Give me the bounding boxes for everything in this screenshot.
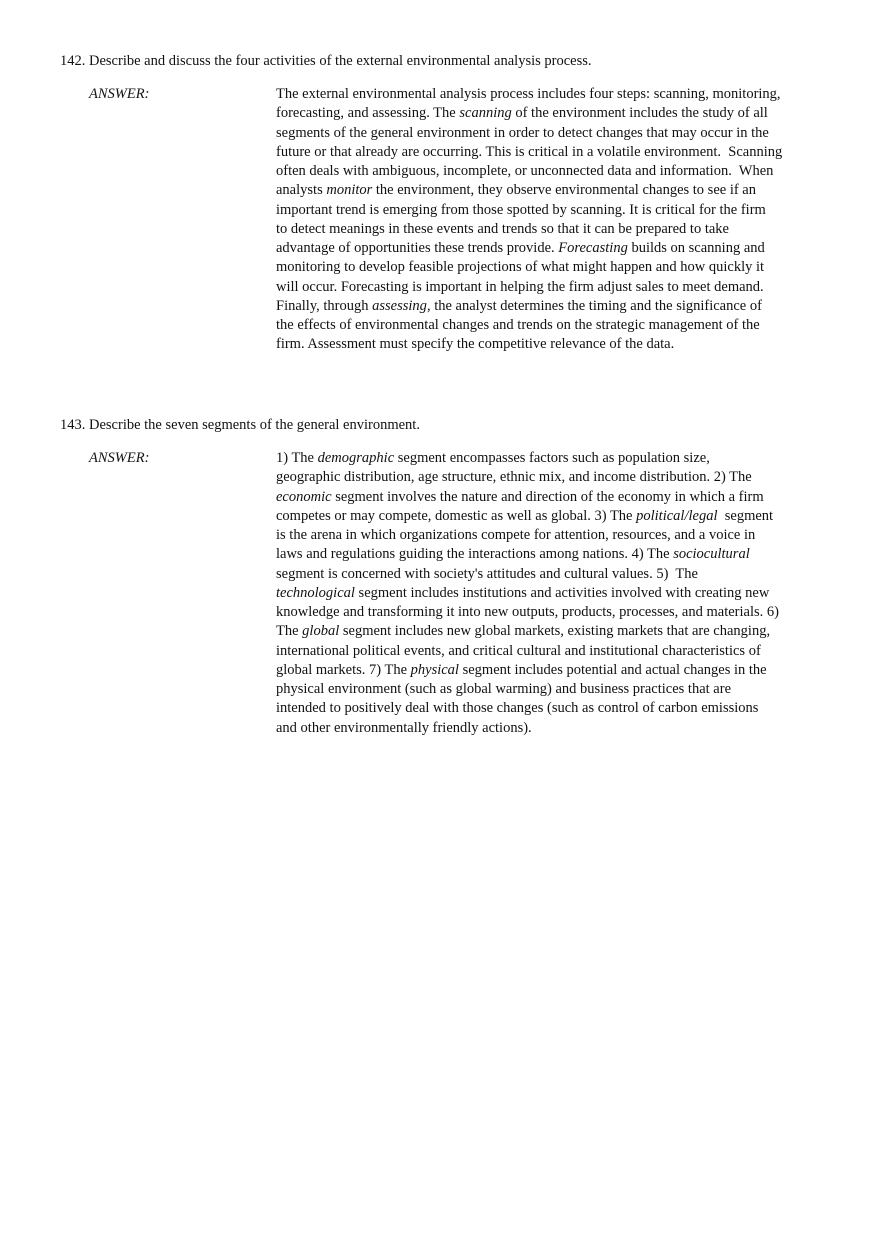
emphasized-term: global	[302, 623, 340, 640]
answer-line	[276, 239, 836, 258]
answer-text	[276, 85, 836, 355]
emphasized-term: technological	[276, 584, 355, 601]
answer-line	[276, 468, 836, 487]
answer-line	[276, 545, 836, 564]
text-run: segment includes potential and actual changes in the	[458, 661, 767, 678]
answer-line	[276, 85, 836, 104]
text-run: , the analyst determines the timing and the significance of	[426, 297, 762, 314]
text-run: Finally, through	[276, 297, 373, 314]
answer-text	[276, 449, 836, 738]
text-run: segment encompasses factors such as population size,	[394, 450, 710, 466]
answer-line	[276, 449, 836, 468]
emphasized-term: physical	[410, 661, 459, 678]
text-run: segment includes new global markets, existing markets that are changing,	[339, 623, 771, 640]
answer-line	[276, 258, 836, 277]
text-run: often deals with ambiguous, incomplete, or unconnected data and information. When	[276, 163, 774, 179]
text-run: the environment, they observe environmental changes to see if an	[372, 182, 756, 199]
text-run: will occur. Forecasting is important in helping the firm adjust sales to meet demand.	[276, 278, 764, 295]
emphasized-term: Forecasting	[558, 240, 628, 256]
text-run: international political events, and critical cultural and institutional characteristics of	[276, 642, 761, 659]
answer-line	[276, 104, 836, 123]
text-run: competes or may compete, domestic as well as global. 3) The	[276, 507, 637, 524]
text-run: segment includes institutions and activities involved with creating new	[354, 584, 770, 601]
text-run: segment involves the nature and direction of the economy in which a firm	[331, 488, 764, 505]
text-run: knowledge and transforming it into new outputs, products, processes, and materials. 6)	[276, 604, 779, 620]
answer-line	[276, 699, 836, 718]
text-run: The	[276, 623, 303, 640]
answer-line	[276, 316, 836, 335]
answer-line	[276, 488, 836, 507]
text-run: builds on scanning and	[627, 240, 765, 256]
text-run: important trend is emerging from those spotted by scanning. It is critical for the firm	[276, 201, 766, 218]
answer-label: ANSWER:	[89, 450, 150, 466]
text-run: physical environment (such as global warming) and business practices that are	[276, 681, 732, 697]
answer-line	[276, 297, 836, 316]
answer-line	[276, 335, 836, 354]
text-run: The external environmental analysis process includes four steps: scanning, monitoring,	[276, 86, 781, 102]
answer-line	[276, 526, 836, 545]
answer-line	[276, 181, 836, 200]
emphasized-term: sociocultural	[673, 546, 750, 563]
answer-line	[276, 642, 836, 661]
answer-line	[276, 162, 836, 181]
text-run: future or that already are occurring. This is critical in a volatile environment. Scanning	[276, 143, 783, 160]
answer-line	[276, 565, 836, 584]
text-run: to detect meanings in these events and trends so that it can be prepared to take	[276, 220, 729, 237]
answer-line	[276, 603, 836, 622]
text-run: analysts	[276, 182, 327, 199]
emphasized-term: monitor	[326, 182, 373, 199]
answer-line	[276, 680, 836, 699]
emphasized-term: economic	[276, 488, 332, 505]
question-prompt: 142. Describe and discuss the four activities of the external environmental analysis process.	[60, 53, 592, 69]
answer-line	[276, 278, 836, 297]
emphasized-term: political/legal	[636, 507, 718, 524]
answer-line	[276, 143, 836, 162]
emphasized-term: scanning	[459, 105, 512, 122]
answer-line	[276, 507, 836, 526]
answer-line	[276, 124, 836, 143]
answer-line	[276, 220, 836, 239]
answer-line	[276, 622, 836, 641]
text-run: monitoring to develop feasible projections of what might happen and how quickly it	[276, 259, 765, 276]
text-run: segments of the general environment in order to detect changes that may occur in the	[276, 124, 769, 141]
text-run: and other environmentally friendly actions).	[276, 719, 532, 736]
answer-line	[276, 584, 836, 603]
text-run: laws and regulations guiding the interactions among nations. 4) The	[276, 546, 674, 563]
text-run: the effects of environmental changes and trends on the strategic management of the	[276, 317, 760, 333]
text-run: forecasting, and assessing. The	[276, 105, 460, 122]
text-run: is the arena in which organizations compete for attention, resources, and a voice in	[276, 527, 756, 543]
answer-line	[276, 661, 836, 680]
question-prompt: 143. Describe the seven segments of the general environment.	[60, 417, 420, 433]
emphasized-term: demographic	[317, 450, 395, 466]
text-run: geographic distribution, age structure, ethnic mix, and income distribution. 2) The	[276, 469, 752, 486]
answer-label: ANSWER:	[89, 86, 150, 102]
emphasized-term: assessing	[372, 297, 427, 314]
text-run: intended to positively deal with those changes (such as control of carbon emissions	[276, 700, 759, 717]
text-run: advantage of opportunities these trends provide.	[276, 240, 559, 256]
text-run: segment is concerned with society's attitudes and cultural values. 5) The	[276, 565, 698, 582]
text-run: segment	[717, 507, 774, 524]
answer-line	[276, 201, 836, 220]
answer-line	[276, 719, 836, 738]
text-run: of the environment includes the study of all	[511, 105, 768, 122]
text-run: 1) The	[276, 450, 318, 466]
text-run: global markets. 7) The	[276, 661, 411, 678]
text-run: firm. Assessment must specify the competitive relevance of the data.	[276, 336, 675, 353]
